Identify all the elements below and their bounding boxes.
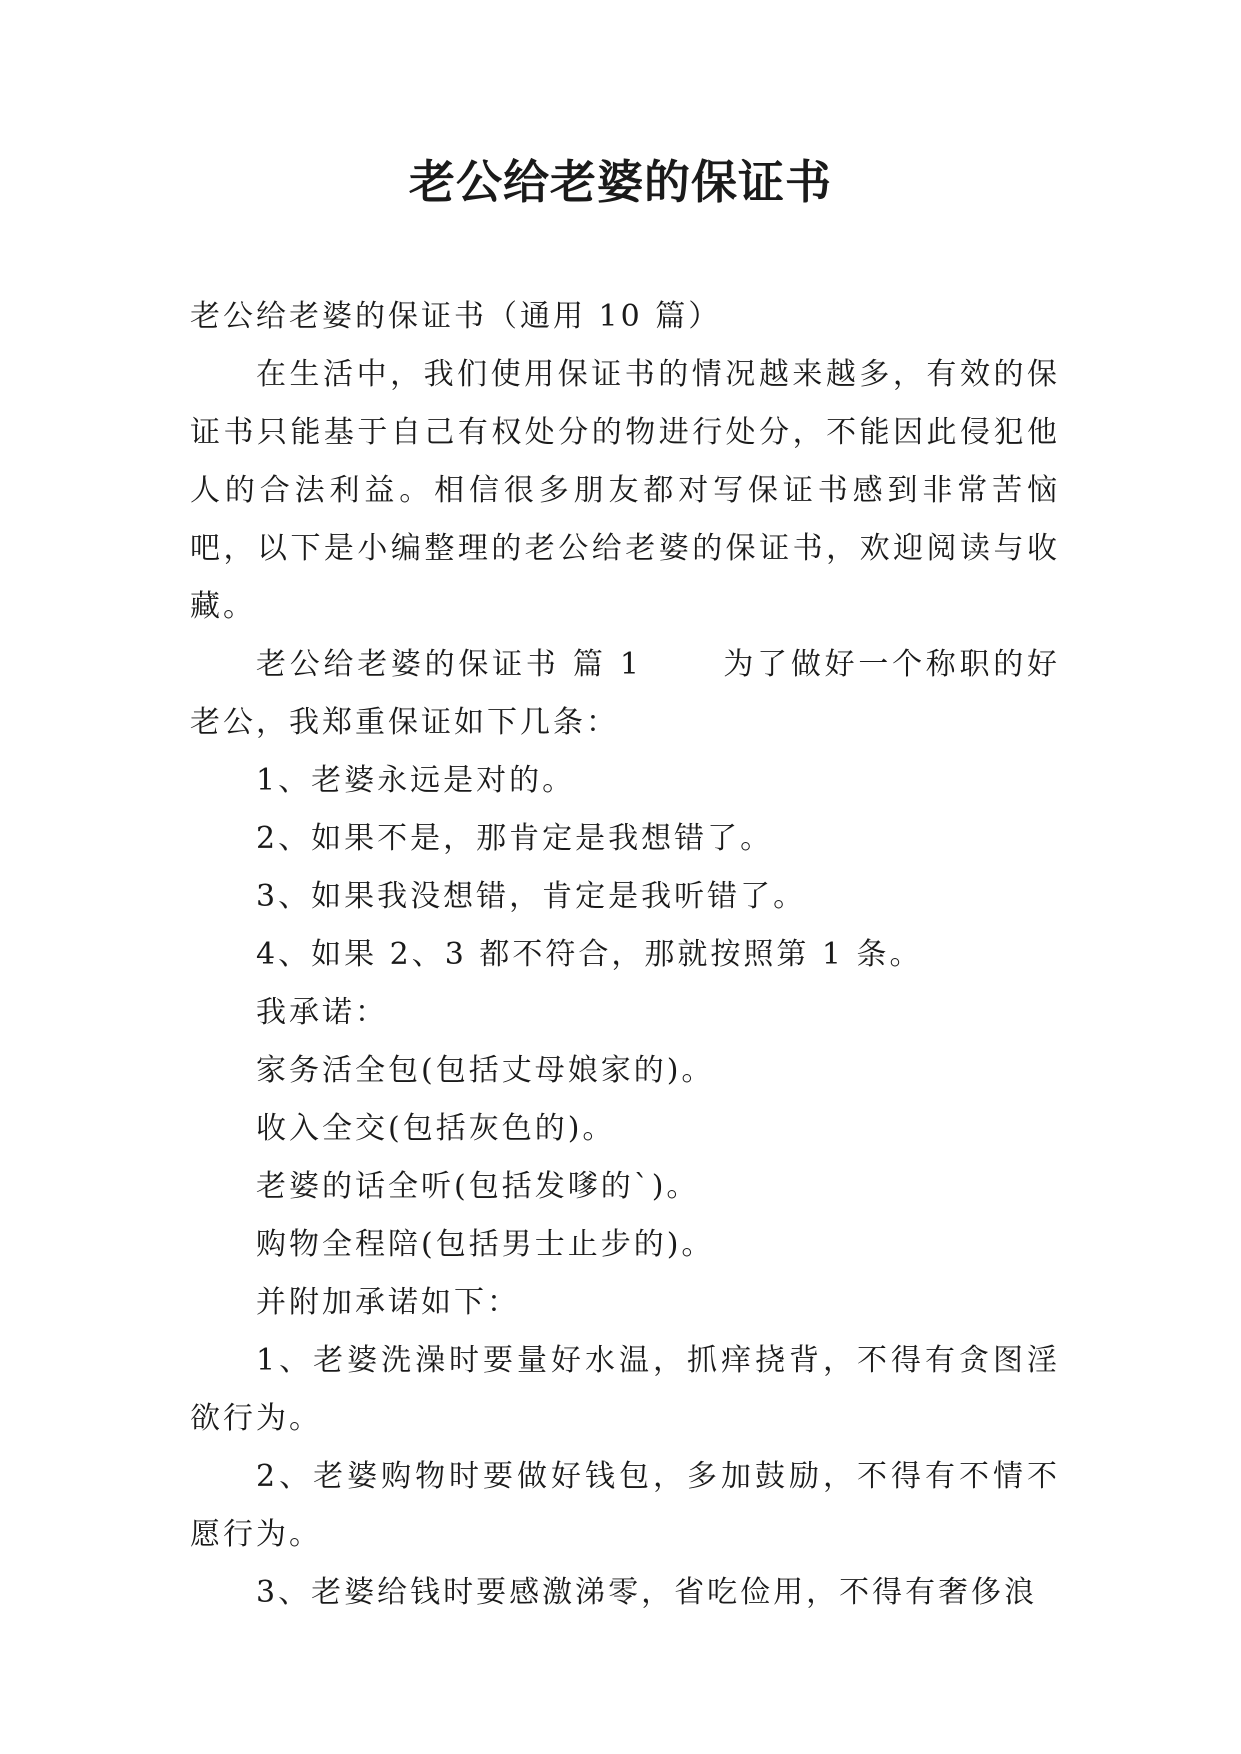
paragraph-intro: 在生活中，我们使用保证书的情况越来越多，有效的保证书只能基于自己有权处分的物进行处分，不能因此侵犯他人的合法利益。相信很多朋友都对写保证书感到非常苦恼吧，以下是小编整理的老公给老婆的保证书，欢迎阅读与收藏。: [190, 357, 1060, 624]
list-item: 1、老婆永远是对的。: [256, 763, 576, 798]
list-item: 家务活全包(包括丈母娘家的)。: [256, 1053, 715, 1088]
paragraph-additional-heading: 并附加承诺如下：: [256, 1285, 520, 1320]
list-item: 2、如果不是，那肯定是我想错了。: [256, 821, 774, 856]
document-title: 老公给老婆的保证书: [409, 155, 832, 209]
paragraph-chapter-1-heading: 老公给老婆的保证书 篇 1 为了做好一个称职的好老公，我郑重保证如下几条：: [190, 647, 1060, 740]
list-item: 购物全程陪(包括男士止步的)。: [256, 1227, 715, 1262]
paragraph-promise-heading: 我承诺：: [256, 995, 388, 1030]
list-item: 1、老婆洗澡时要量好水温，抓痒挠背，不得有贪图淫欲行为。: [190, 1343, 1060, 1436]
list-item: 2、老婆购物时要做好钱包，多加鼓励，不得有不情不愿行为。: [190, 1459, 1060, 1552]
list-item: 老婆的话全听(包括发嗲的`)。: [256, 1169, 700, 1204]
paragraph-subtitle: 老公给老婆的保证书（通用 10 篇）: [190, 299, 722, 334]
list-item: 3、如果我没想错，肯定是我听错了。: [256, 879, 807, 914]
list-item: 3、老婆给钱时要感激涕零，省吃俭用，不得有奢侈浪: [256, 1575, 1038, 1610]
list-item: 4、如果 2、3 都不符合，那就按照第 1 条。: [256, 937, 923, 972]
list-item: 收入全交(包括灰色的)。: [256, 1111, 616, 1146]
document-body: [190, 288, 1060, 1622]
